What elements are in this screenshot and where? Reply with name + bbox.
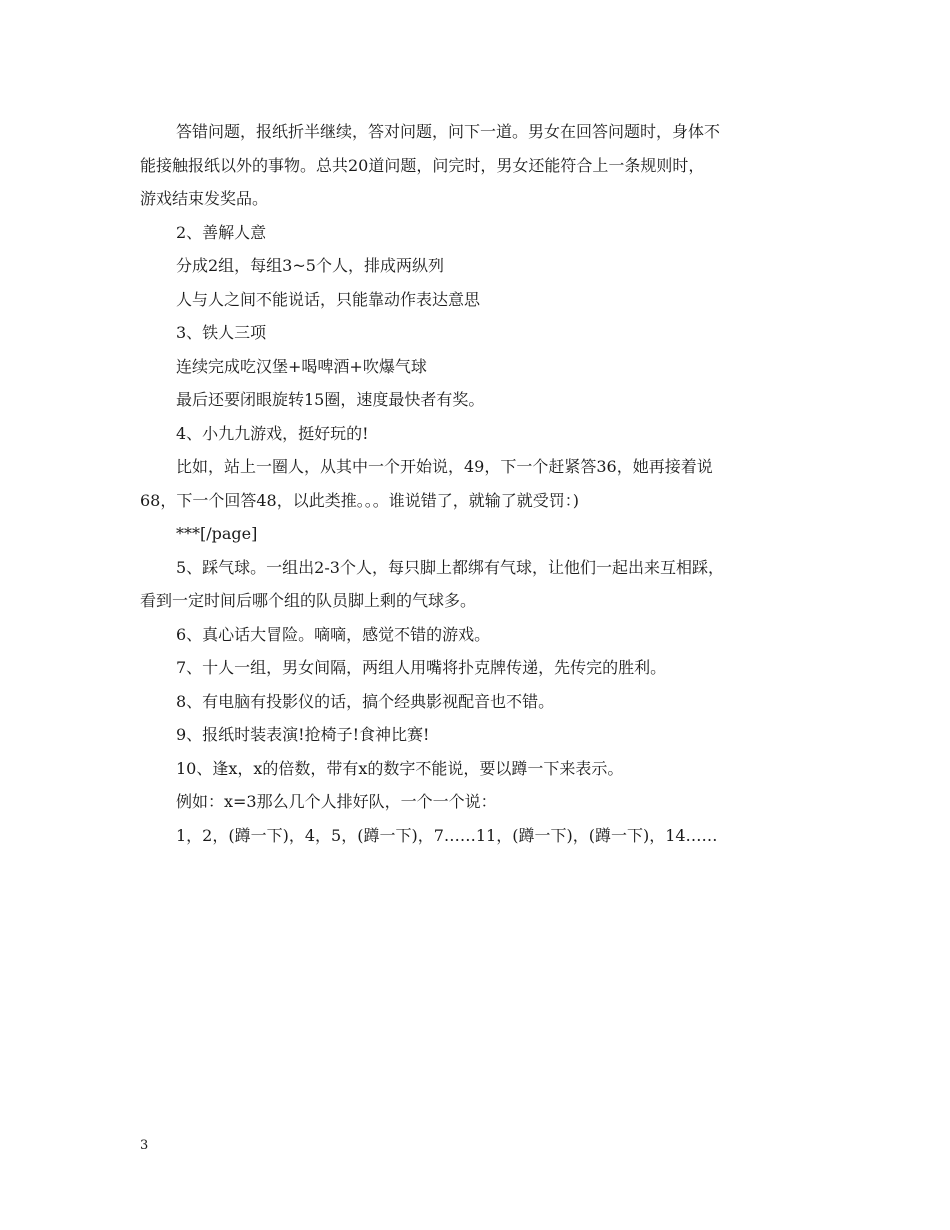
section-heading: 2、善解人意 <box>176 222 267 242</box>
page-marker: ***[/page] <box>176 524 258 543</box>
paragraph-line: 人与人之间不能说话，只能靠动作表达意思 <box>176 289 481 309</box>
document-body <box>140 115 830 852</box>
paragraph-line: 分成2组，每组3~5个人，排成两纵列 <box>176 256 444 275</box>
paragraph-line: 1，2，(蹲一下)，4，5，(蹲一下)，7……11，(蹲一下)，(蹲一下)，14…… <box>176 825 718 845</box>
page-number: 3 <box>140 1138 149 1153</box>
paragraph-line: 答错问题，报纸折半继续，答对问题，问下一道。男女在回答问题时，身体不 <box>176 122 721 141</box>
paragraph-line: 7、十人一组，男女间隔，两组人用嘴将扑克牌传递，先传完的胜利。 <box>176 658 667 677</box>
section-heading: 4、小九九游戏，挺好玩的! <box>176 423 369 443</box>
paragraph-line: 9、报纸时装表演!抢椅子!食神比赛! <box>176 725 430 744</box>
section-heading: 3、铁人三项 <box>176 323 267 342</box>
paragraph-line: 例如：x=3那么几个人排好队，一个一个说： <box>176 792 497 811</box>
paragraph-line: 比如，站上一圈人，从其中一个开始说，49，下一个赶紧答36，她再接着说 <box>176 457 713 476</box>
paragraph-line: 连续完成吃汉堡+喝啤酒+吹爆气球 <box>176 356 427 376</box>
paragraph-line: 8、有电脑有投影仪的话，搞个经典影视配音也不错。 <box>176 691 555 711</box>
paragraph-line: 最后还要闭眼旋转15圈，速度最快者有奖。 <box>176 390 485 409</box>
paragraph-line: 能接触报纸以外的事物。总共20道问题，问完时，男女还能符合上一条规则时， <box>140 155 705 175</box>
paragraph-line: 6、真心话大冒险。嘀嘀，感觉不错的游戏。 <box>176 624 491 644</box>
paragraph-line: 5、踩气球。一组出2-3个人，每只脚上都绑有气球，让他们一起出来互相踩， <box>176 557 724 577</box>
paragraph-line: 看到一定时间后哪个组的队员脚上剩的气球多。 <box>140 591 477 610</box>
paragraph-line: 10、逢x，x的倍数，带有x的数字不能说，要以蹲一下来表示。 <box>176 758 624 778</box>
paragraph-line: 68，下一个回答48，以此类推。。。谁说错了，就输了就受罚：) <box>140 490 579 510</box>
paragraph-line: 游戏结束发奖品。 <box>140 189 269 208</box>
